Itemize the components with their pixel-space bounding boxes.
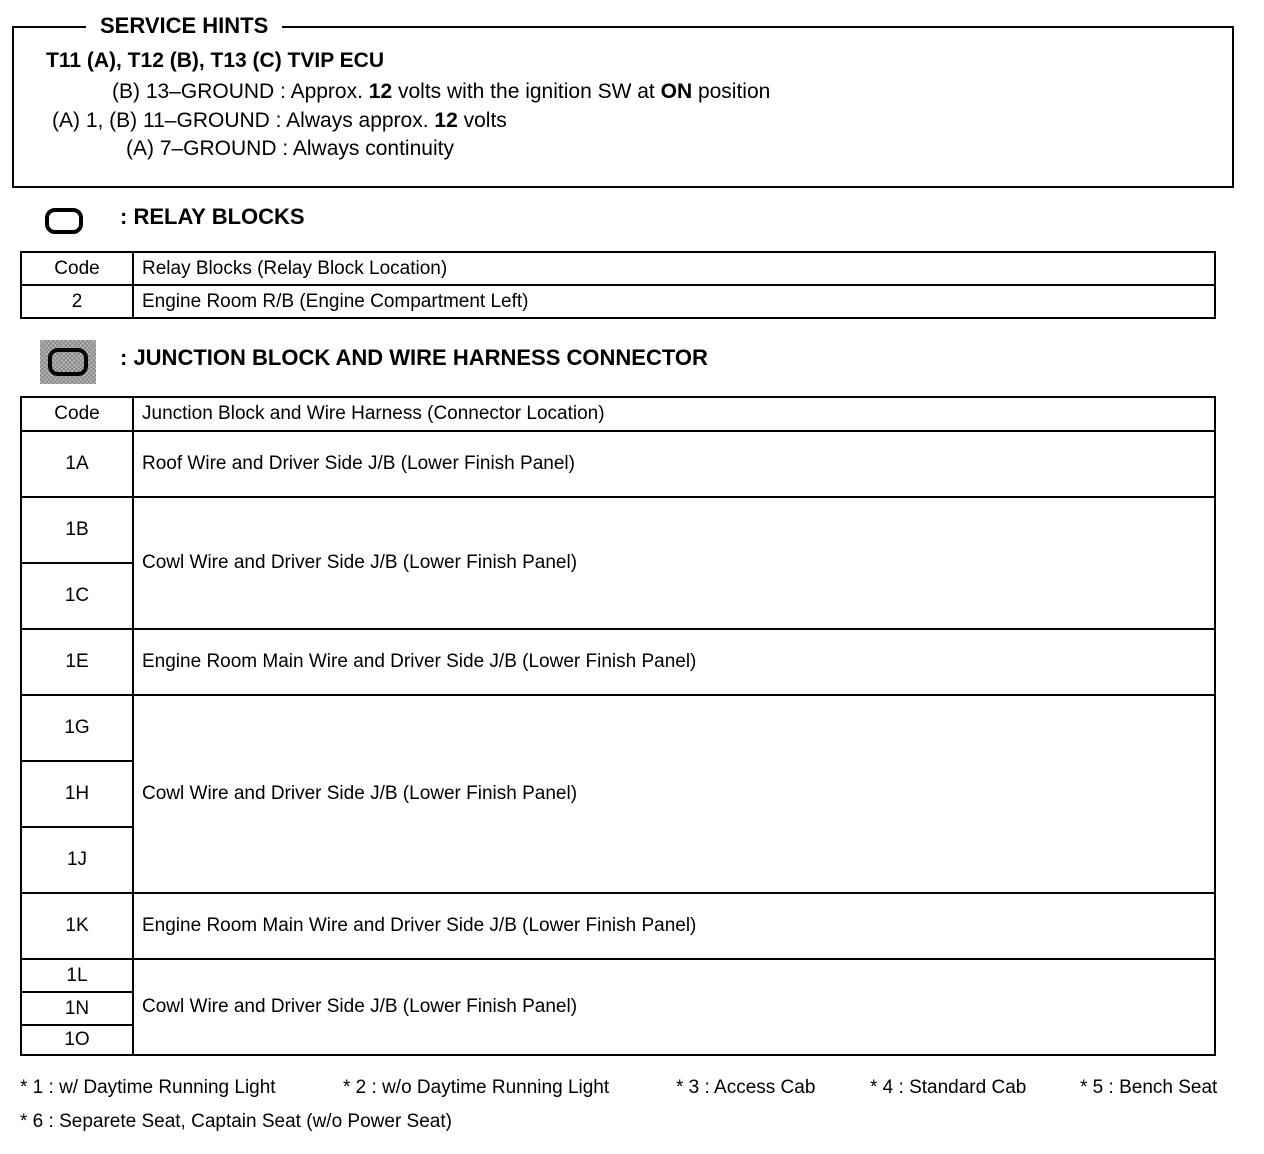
desc-cell: Engine Room Main Wire and Driver Side J/B (Lower Finish Panel) — [133, 629, 1215, 695]
desc-cell: Roof Wire and Driver Side J/B (Lower Finish Panel) — [133, 431, 1215, 497]
relay-blocks-title: : RELAY BLOCKS — [120, 204, 305, 229]
code-cell: 1H — [21, 761, 133, 827]
relay-blocks-table — [20, 251, 1216, 319]
code-cell: 1L — [21, 959, 133, 992]
hints-heading: T11 (A), T12 (B), T13 (C) TVIP ECU — [46, 49, 384, 72]
footnote: * 2 : w/o Daytime Running Light — [343, 1077, 610, 1098]
desc-header: Relay Blocks (Relay Block Location) — [133, 252, 1215, 285]
table-header-row — [21, 397, 1215, 431]
hint-terminal: (A) 7–GROUND : — [126, 137, 289, 160]
hint-value: Always continuity — [292, 137, 454, 160]
hint-value: volts with the ignition SW at — [397, 80, 655, 103]
hint-value-bold: 12 — [368, 80, 393, 103]
footnote: * 6 : Separete Seat, Captain Seat (w/o Power Seat) — [20, 1111, 452, 1132]
code-cell: 1N — [21, 992, 133, 1025]
footnote: * 3 : Access Cab — [676, 1077, 816, 1098]
desc-cell: Cowl Wire and Driver Side J/B (Lower Finish Panel) — [133, 959, 1215, 1055]
footnote: * 5 : Bench Seat — [1080, 1077, 1218, 1098]
table-row — [21, 431, 1215, 497]
code-cell: 1E — [21, 629, 133, 695]
code-cell: 1K — [21, 893, 133, 959]
hint-terminal: (A) 1, (B) 11–GROUND : — [52, 109, 282, 132]
junction-blocks-title: : JUNCTION BLOCK AND WIRE HARNESS CONNECTOR — [120, 345, 708, 370]
code-cell: 1A — [21, 431, 133, 497]
code-cell: 1G — [21, 695, 133, 761]
table-row — [21, 629, 1215, 695]
desc-cell: Engine Room Main Wire and Driver Side J/B (Lower Finish Panel) — [133, 893, 1215, 959]
hint-line-1 — [112, 79, 770, 105]
table-row — [21, 285, 1215, 318]
service-hints-title: SERVICE HINTS — [86, 12, 282, 40]
table-row — [21, 959, 1215, 992]
table-row — [21, 695, 1215, 761]
code-header: Code — [21, 397, 133, 431]
relay-block-symbol-icon — [45, 208, 83, 234]
hint-terminal: (B) 13–GROUND : — [112, 80, 286, 103]
junction-blocks-table — [20, 396, 1216, 1056]
footnote: * 1 : w/ Daytime Running Light — [20, 1077, 276, 1098]
code-cell: 1C — [21, 563, 133, 629]
desc-cell: Cowl Wire and Driver Side J/B (Lower Finish Panel) — [133, 497, 1215, 629]
code-header: Code — [21, 252, 133, 285]
hint-value: Always approx. — [286, 109, 429, 132]
hint-value: position — [697, 80, 771, 103]
hint-line-3 — [126, 136, 454, 162]
footnote: * 4 : Standard Cab — [870, 1077, 1027, 1098]
code-cell: 1B — [21, 497, 133, 563]
junction-block-symbol-icon — [40, 340, 96, 384]
hint-value: volts — [463, 109, 507, 132]
hint-value-bold: ON — [660, 80, 693, 103]
hint-value-bold: 12 — [434, 109, 458, 132]
table-header-row — [21, 252, 1215, 285]
desc-cell: Engine Room R/B (Engine Compartment Left) — [133, 285, 1215, 318]
desc-header: Junction Block and Wire Harness (Connector Location) — [133, 397, 1215, 431]
code-cell: 1O — [21, 1025, 133, 1055]
table-row — [21, 893, 1215, 959]
code-cell: 1J — [21, 827, 133, 893]
table-row — [21, 497, 1215, 563]
desc-cell: Cowl Wire and Driver Side J/B (Lower Finish Panel) — [133, 695, 1215, 893]
hint-value: Approx. — [290, 80, 363, 103]
code-cell: 2 — [21, 285, 133, 318]
hint-line-2 — [52, 108, 507, 134]
